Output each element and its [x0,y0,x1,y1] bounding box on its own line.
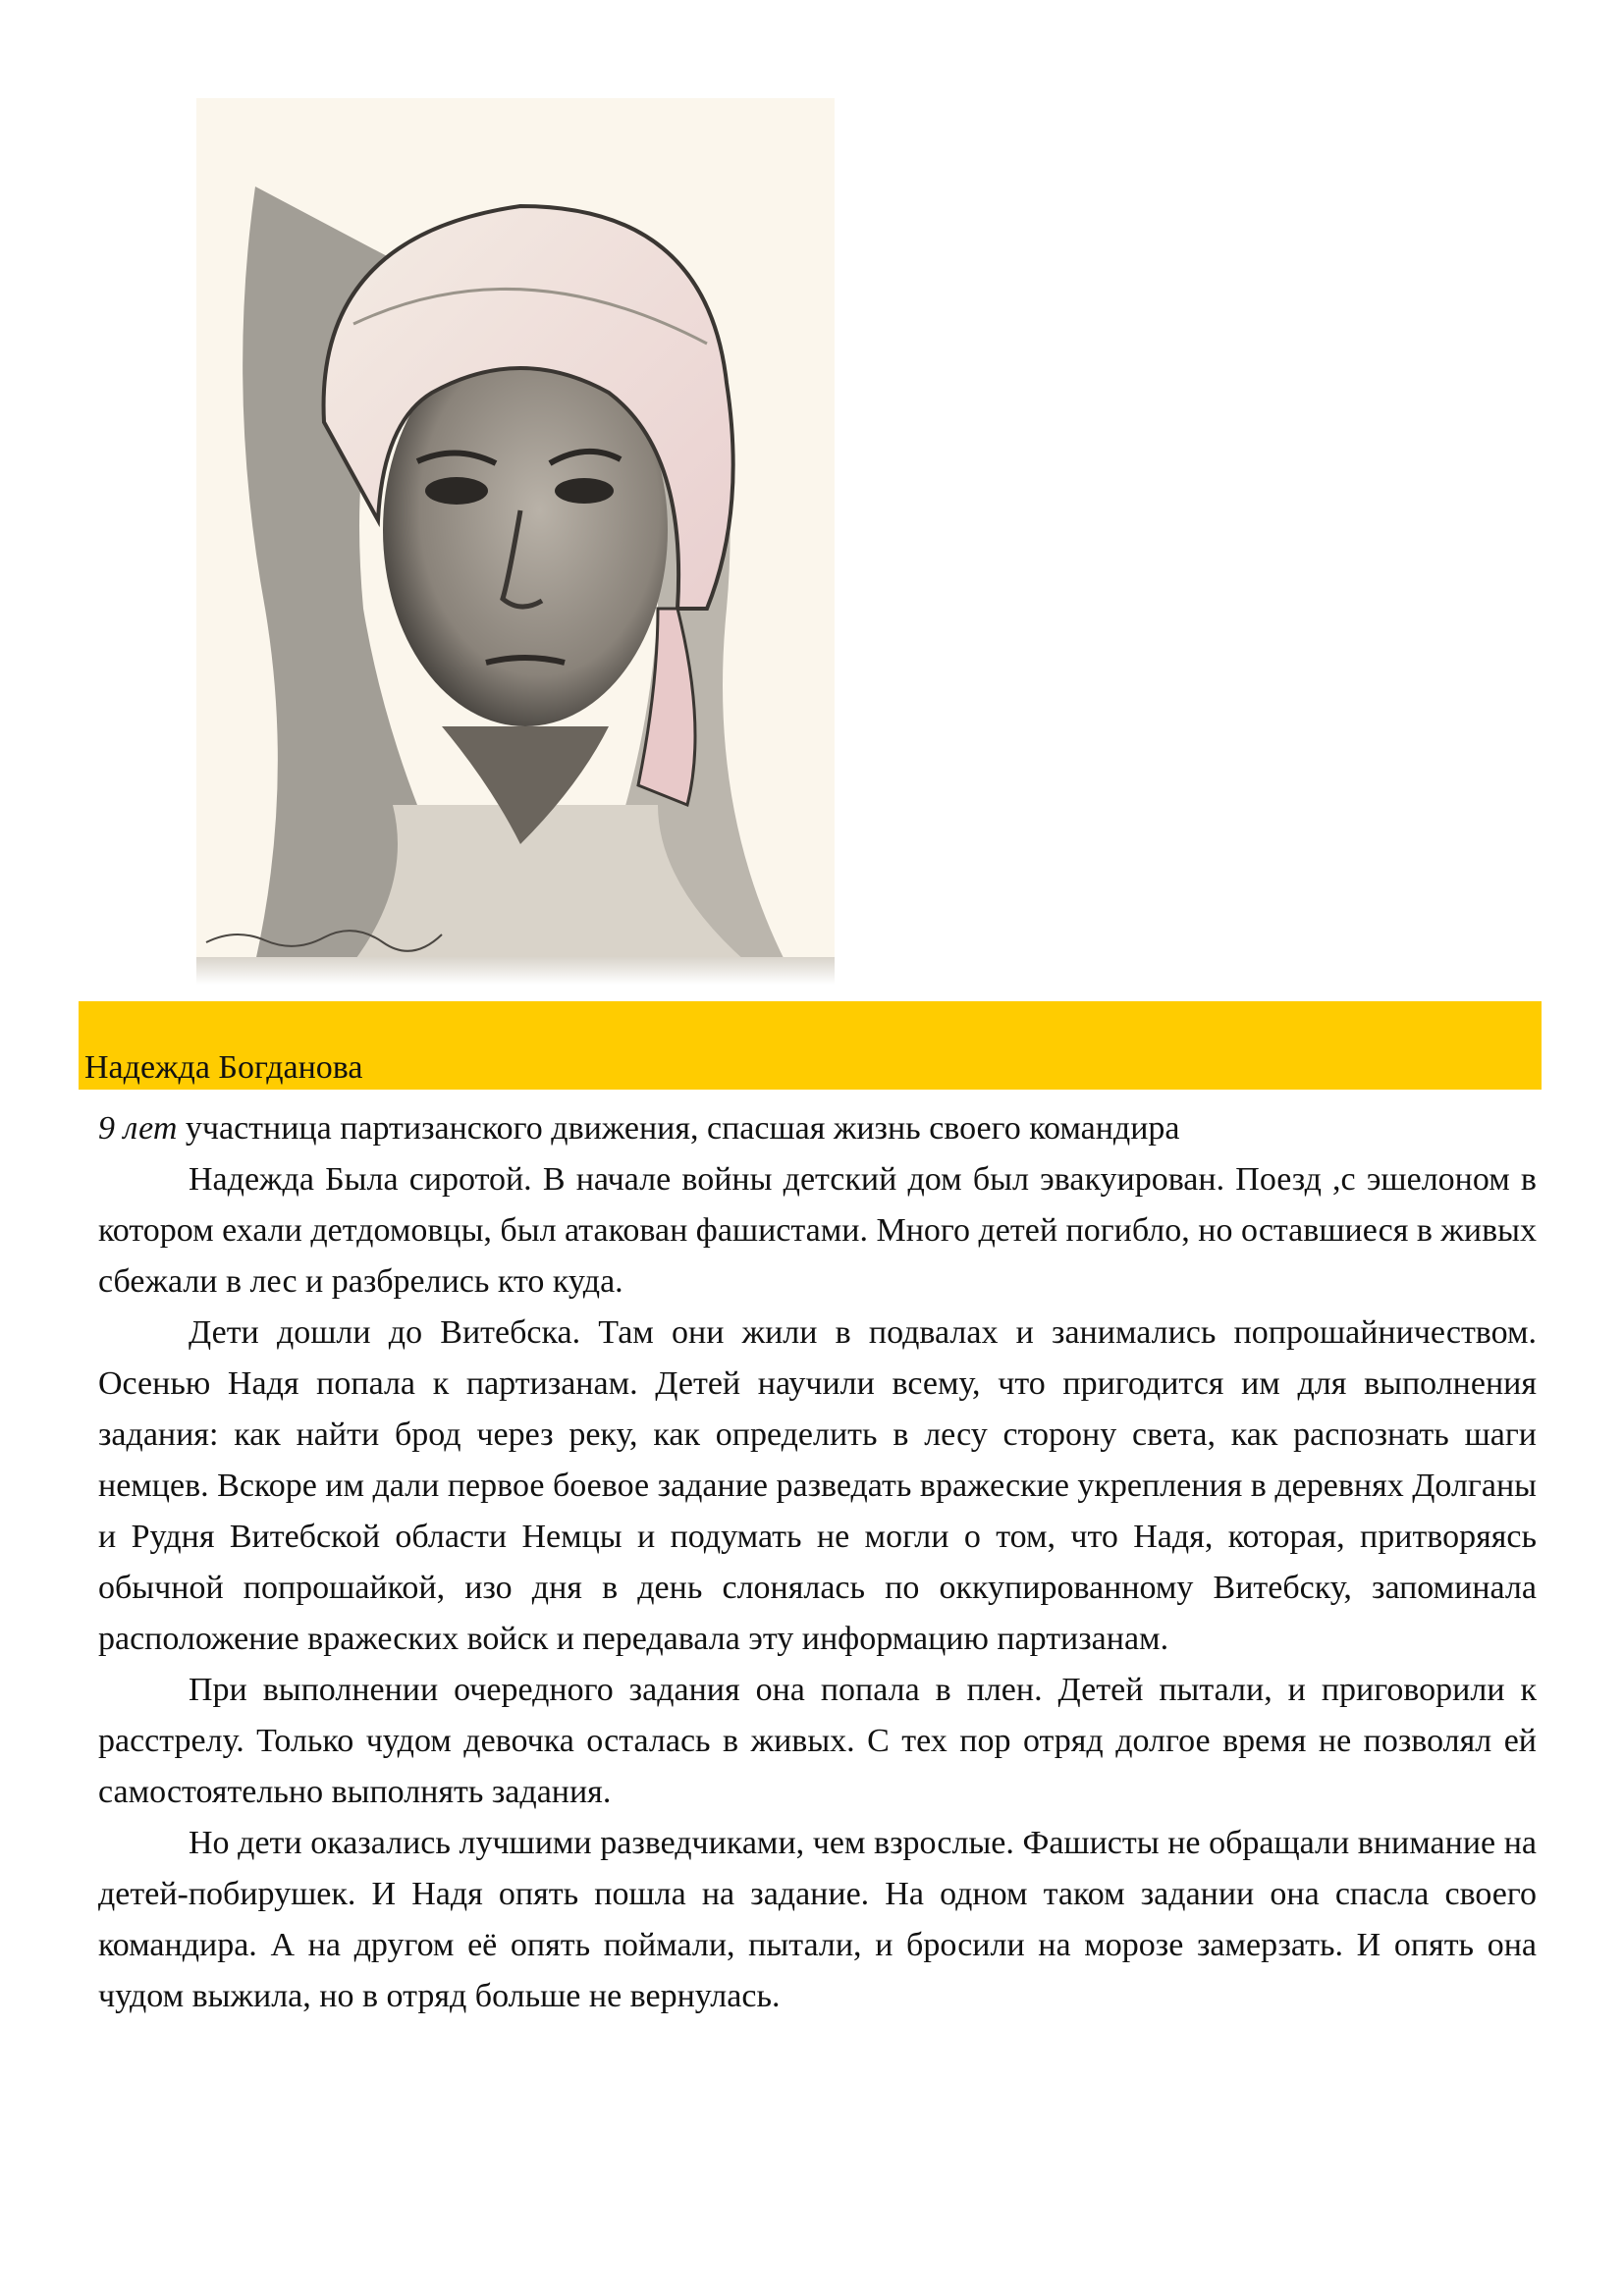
name-header-bar [79,1001,1542,1090]
age-label: 9 лет [98,1110,178,1147]
article-body [98,1103,1537,2022]
person-name: Надежда Богданова [84,1049,363,1086]
portrait-image [196,98,835,982]
intro-text: участница партизанского движения, спасшая жизнь своего командира [177,1110,1180,1147]
paragraph-4: Но дети оказались лучшими разведчиками, чем взрослые. Фашисты не обращали внимание на детей-побирушек. И Надя опять пошла на задание. На одном таком задании она спасла своего командира. А на другом её опять поймали, пытали, и бросили на морозе замерзать. И опять она чудом выжила, но в отряд больше не вернулась. [98,1825,1537,2014]
intro-line [98,1103,1537,1154]
portrait-shadow [196,957,835,985]
paragraph-2: Дети дошли до Витебска. Там они жили в подвалах и занимались попрошайничеством. Осенью Надя попала к партизанам. Детей научили всему, что пригодится им для выполнения задания: как найти брод через реку, как определить в лесу сторону света, как распознать шаги немцев. Вскоре им дали первое боевое задание разведать вражеские укрепления в деревнях Долганы и Рудня Витебской области Немцы и подумать не могли о том, что Надя, которая, притворяясь обычной попрошайкой, изо дня в день слонялась по оккупированному Витебску, запоминала расположение вражеских войск и передавала эту информацию партизанам. [98,1314,1538,1657]
paragraph-1: Надежда Была сиротой. В начале войны детский дом был эвакуирован. Поезд ,с эшелоном в котором ехали детдомовцы, был атакован фашистами. Много детей погибло, но оставшиеся в живых сбежали в лес и разбрелись кто куда. [98,1161,1538,1300]
paragraph-3: При выполнении очередного задания она попала в плен. Детей пытали, и приговорили к расстрелу. Только чудом девочка осталась в живых. С тех пор отряд долгое время не позволял ей самостоятельно выполнять задания. [98,1672,1537,1810]
portrait-drawing [196,98,835,982]
